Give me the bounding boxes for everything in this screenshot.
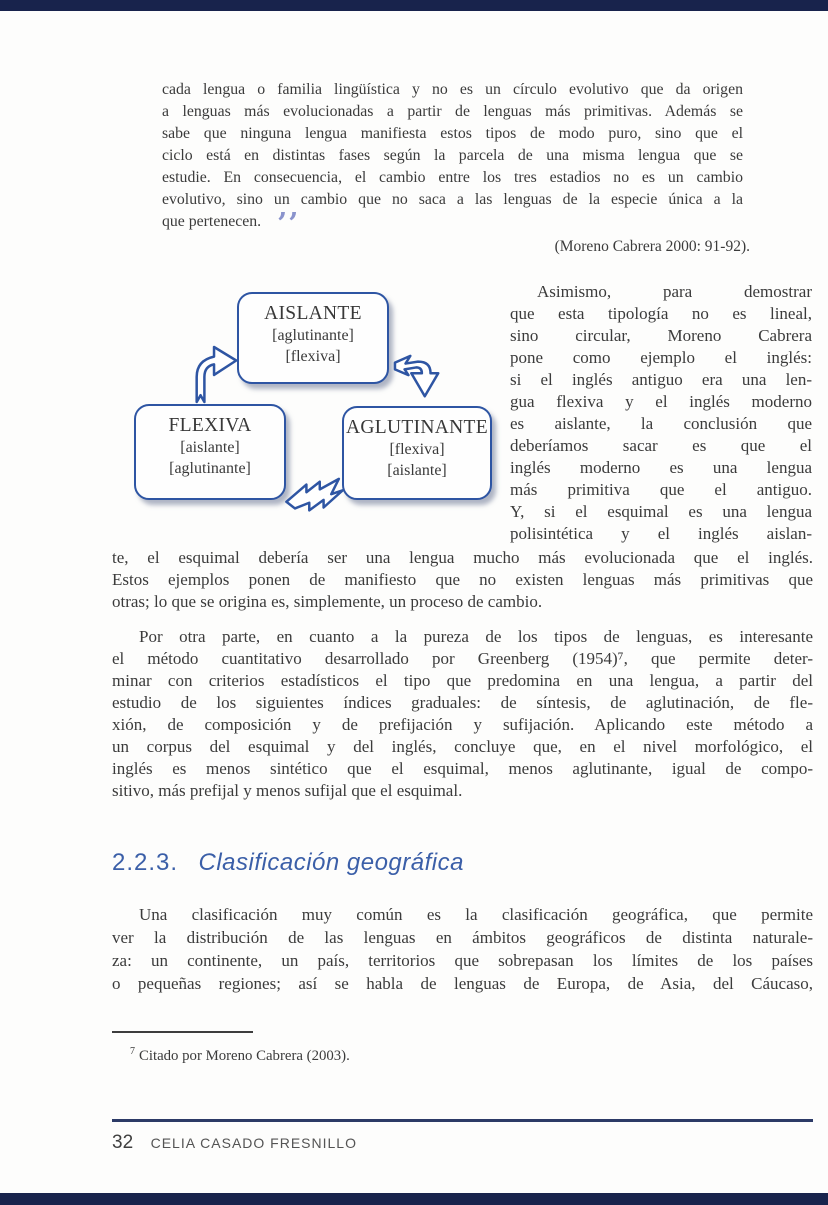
text-line: xión, de composición y de prefijación y sufijación. Aplicando este método a [112,715,813,734]
diagram-box-aglutinante [342,406,492,500]
box-sub1: [aislante] [180,439,240,456]
text-line: ver la distribución de las lenguas en ámbitos geográficos de distinta naturale- [112,928,813,947]
footnote-marker: 7 [130,1046,135,1057]
box-sub1: [aglutinante] [272,327,354,344]
text-line: cada lengua o familia lingüística y no es un círculo evolutivo que da origen [162,81,743,98]
curved-arrow-up-icon [188,342,242,406]
text-line: te, el esquimal debería ser una lengua mucho más evolucionada que el inglés. [112,548,813,567]
diagram-box-flexiva [134,404,286,500]
folded-arrow-left-icon [283,476,347,518]
footnote-separator [112,1031,253,1033]
text-line: ciclo está en distintas fases según la parcela de una misma lengua que se [162,147,743,164]
text-line: o pequeñas regiones; así se habla de lenguas de Europa, de Asia, del Cáucaso, [112,974,813,993]
box-title: AGLUTINANTE [346,417,488,438]
text-line: Por otra parte, en cuanto a la pureza de los tipos de lenguas, es interesante [139,627,813,646]
text-line: inglés es menos sintético que el esquimal, menos aglutinante, igual de compo- [112,759,813,778]
text-line: pone como ejemplo el inglés: [510,348,812,367]
text-line: a lenguas más evolucionadas a partir de lenguas más primitivas. Además se [162,103,743,120]
section-number: 2.2.3. [112,849,179,876]
footnote-text: Citado por Moreno Cabrera (2003). [139,1047,350,1064]
text-line: que esta tipología no es lineal, [510,304,812,323]
text-line: más primitiva que el antiguo. [510,480,812,499]
text-line: minar con criterios estadísticos el tipo que predomina en una lengua, a partir del [112,671,813,690]
text-line: el método cuantitativo desarrollado por Greenberg (1954)⁷, que permite deter- [112,649,813,668]
text-line: un corpus del esquimal y del inglés, concluye que, en el nivel morfológico, el [112,737,813,756]
text-line: sino circular, Moreno Cabrera [510,326,812,345]
text-line: sitivo, más prefijal y menos sufijal que el esquimal. [112,781,463,800]
diagram-box-aislante [237,292,389,384]
page-footer [112,1132,813,1154]
text-line: Una clasificación muy común es la clasificación geográfica, que permite [139,905,813,924]
text-line: evolutivo, sino un cambio que no saca a las lenguas de la especie única a la [162,191,743,208]
text-line: Estos ejemplos ponen de manifiesto que no existen lenguas más primitivas que [112,570,813,589]
box-title: AISLANTE [264,303,362,324]
section-heading [112,849,813,877]
text-line: si el inglés antiguo era una len- [510,370,812,389]
text-line: polisintética y el inglés aislan- [510,524,812,543]
quote-text: que pertenecen. [162,213,262,230]
box-sub2: [aglutinante] [169,460,251,477]
wrapped-right-column [510,281,812,545]
footnote [130,1046,730,1065]
box-sub2: [aislante] [387,462,447,479]
box-title: FLEXIVA [168,415,252,436]
block-quote-last-line [162,206,743,240]
text-line: estudio de los siguientes índices graduales: de síntesis, de aglutinación, de fle- [112,693,813,712]
curved-arrow-down-icon [391,353,447,403]
text-line: inglés moderno es una lengua [510,458,812,477]
text-line: sabe que ninguna lengua manifiesta estos tipos de modo puro, sino que el [162,125,743,142]
paragraph-greenberg [112,626,813,802]
running-title: CELIA CASADO FRESNILLO [150,1135,357,1151]
paragraph-clasificacion-geografica [112,903,813,995]
text-line: estudie. En consecuencia, el cambio entre los tres estadios no es un cambio [162,169,743,186]
quote-citation: (Moreno Cabrera 2000: 91-92). [554,238,750,255]
scan-edge-top [0,0,828,11]
paragraph-continuation [112,547,813,613]
text-line: Asimismo, para demostrar [537,282,812,301]
block-quote [162,79,743,211]
text-line: gua flexiva y el inglés moderno [510,392,812,411]
section-title: Clasificación geográfica [198,849,464,876]
box-sub2: [flexiva] [285,348,341,365]
page-number: 32 [112,1132,134,1153]
scan-edge-bottom [0,1193,828,1205]
text-line: es aislante, la conclusión que [510,414,812,433]
box-sub1: [flexiva] [389,441,445,458]
closing-quote-icon: ’’ [277,206,300,240]
text-line: za: un continente, un país, territorios que sobrepasan los límites de los países [112,951,813,970]
text-line: Y, si el esquimal es una lengua [510,502,812,521]
text-line: deberíamos sacar es que el [510,436,812,455]
text-line: otras; lo que se origina es, simplemente, un proceso de cambio. [112,592,543,611]
footer-rule [112,1119,813,1122]
